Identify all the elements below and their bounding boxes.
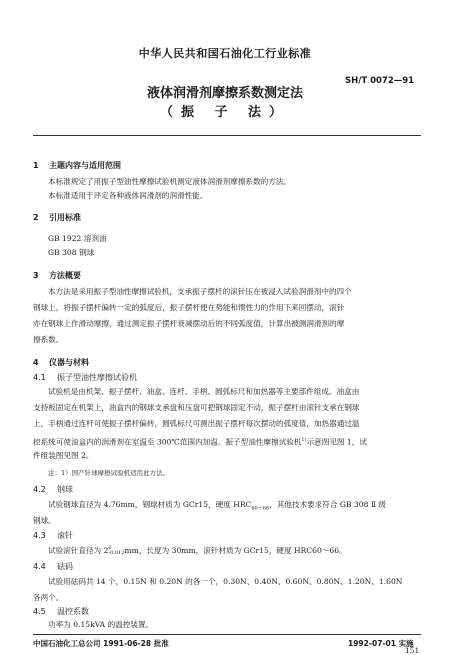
- section-4-heading: 4 仪器与材料: [33, 358, 89, 367]
- section-2-heading: 2 引用标准: [33, 213, 81, 222]
- subsection-4-1-line: 控系统可使油盒内的润滑剂在室温至 300℃范围内加温。振子型油性摩擦试验机$^{1)}$示意图见图 1，试: [33, 437, 367, 447]
- section-1-para-2: 本标准适用于评定各种液体润滑剂的润滑性能。: [48, 191, 208, 200]
- subsection-4-4-heading: 4.4 砝码: [33, 562, 73, 571]
- section-3-line: 亦在钢球上作滑动摩擦，通过测定振子摆杆衰减摆动后的不同弧度值，计算出被测润滑剂的摩: [33, 319, 345, 328]
- document-subtitle: （振 子 法）: [159, 105, 291, 120]
- organization-title: 中华人民共和国石油化工行业标准: [138, 47, 312, 60]
- subsection-4-2-line: 钢球。: [33, 516, 56, 525]
- subsection-4-1-line: 支持板固定在机架上，油盒内的钢球支承盘和压盘可把钢球固定不动，振子摆杆由滚针支承在钢球: [33, 403, 360, 412]
- subsection-4-1-line: 件组装图见图 2。: [33, 451, 94, 460]
- page-number: 151: [405, 646, 420, 655]
- footer-divider: [33, 634, 421, 635]
- subsection-4-1-heading: 4.1 振子型油性摩擦试验机: [33, 373, 137, 382]
- reference-item: GB 1922 溶剂油: [48, 234, 107, 243]
- subsection-4-3-heading: 4.3 滚针: [33, 531, 73, 540]
- subsection-4-3-line: 试验滚针直径为 2 0 -0.012 mm，长度为 30mm，滚针材质为 GCr15，硬度 HRC60～66。: [48, 545, 347, 556]
- subsection-4-5-line: 功率为 0.15kVA 的温控装置。: [48, 620, 154, 629]
- reference-item: GB 308 钢球: [48, 248, 95, 257]
- subsection-4-2-heading: 4.2 钢球: [33, 485, 73, 494]
- document-title: 液体润滑剂摩擦系数测定法: [146, 86, 303, 101]
- section-3-line: 擦系数。: [33, 335, 64, 344]
- subsection-4-4-line: 试验用砝码共 14 个，0.15N 和 0.20N 的各一个，0.30N、0.40N、0.60N、0.80N、1.20N、1.60N: [48, 577, 403, 586]
- header-divider: [33, 135, 421, 136]
- implementation-date: 1992-07-01 实施: [348, 639, 414, 648]
- subsection-4-2-line: 试验钢球直径为 4.76mm，钢球材质为 GCr15，硬度 $HRC_{60\sim 66}$，其他技术要求符合 GB 308 Ⅱ 级: [48, 500, 387, 512]
- footnote-marker: 1): [301, 437, 307, 443]
- section-1-heading: 1 主题内容与适用范围: [33, 161, 121, 170]
- subsection-4-4-line: 各两个。: [33, 593, 64, 602]
- subsection-4-1-line: 上，手柄通过连杆可使振子摆杆偏转，圆弧标尺可测出振子摆杆每次摆动的弧度值，加热器通过温: [33, 419, 360, 428]
- section-3-line: 本方法是采用振子型油性摩擦试验机，支承振子摆杆的滚针压在被浸入试验润滑剂中的四个: [48, 287, 352, 296]
- subsection-4-1-line: 试验机是由机架、振子摆杆、油盒、连杆、手柄、圆弧标尺和加热器等主要部件组成。油盒由: [48, 387, 360, 396]
- standard-number: SH/T 0072—91: [345, 76, 415, 86]
- section-3-line: 钢球上，将振子摆杆偏转一定的弧度后，振子摆杆便在势能和惯性力的作用下来回摆动，滚针: [33, 303, 345, 312]
- footnote: 注：1）国产针球摩擦试验机适用此方法。: [48, 469, 170, 477]
- subsection-4-5-heading: 4.5 温控系数: [33, 607, 89, 616]
- section-3-heading: 3 方法概要: [33, 271, 81, 280]
- approval-date: 中国石油化工总公司 1991-06-28 批准: [33, 639, 169, 648]
- section-1-para-1: 本标准规定了用振子型油性摩擦试验机测定液体润滑剂摩擦系数的方法。: [48, 177, 291, 186]
